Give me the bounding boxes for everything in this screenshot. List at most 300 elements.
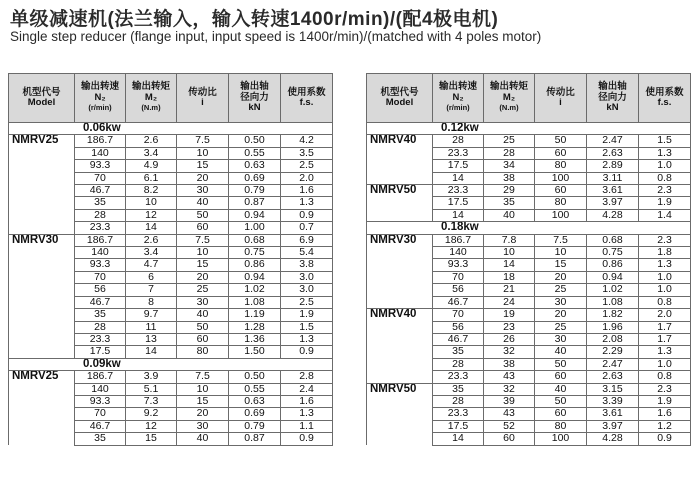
model-cell: NMRV25 bbox=[9, 371, 75, 445]
table-header-row bbox=[9, 74, 333, 123]
cell-output-speed: 186.7 bbox=[433, 234, 484, 246]
cell-service-factor: 3.0 bbox=[281, 284, 333, 296]
cell-service-factor: 1.3 bbox=[281, 333, 333, 345]
model-cell: NMRV40 bbox=[367, 135, 433, 185]
header-ratio-text: i bbox=[559, 97, 562, 108]
page-title-zh: 单级减速机(法兰输入，输入转速1400r/min)/(配4极电机) bbox=[10, 9, 499, 30]
cell-service-factor: 1.9 bbox=[639, 395, 691, 407]
cell-radial-force: 0.79 bbox=[229, 420, 281, 432]
power-row bbox=[9, 358, 333, 370]
header-output-speed-text: (r/min) bbox=[446, 103, 470, 113]
header-model-text: Model bbox=[27, 97, 56, 108]
cell-output-torque: 28 bbox=[484, 147, 535, 159]
spec-table-right bbox=[366, 73, 691, 446]
header-radial-force bbox=[229, 74, 281, 123]
cell-service-factor: 1.0 bbox=[639, 160, 691, 172]
cell-output-torque: 4.9 bbox=[126, 160, 177, 172]
cell-service-factor: 1.7 bbox=[639, 333, 691, 345]
cell-output-torque: 2.6 bbox=[126, 135, 177, 147]
cell-ratio: 30 bbox=[535, 333, 587, 345]
cell-radial-force: 1.82 bbox=[587, 309, 639, 321]
cell-service-factor: 1.0 bbox=[639, 284, 691, 296]
cell-ratio: 15 bbox=[177, 395, 229, 407]
cell-output-torque: 11 bbox=[126, 321, 177, 333]
table-row bbox=[367, 135, 691, 147]
cell-output-torque: 7.8 bbox=[484, 234, 535, 246]
cell-ratio: 10 bbox=[177, 383, 229, 395]
cell-output-torque: 24 bbox=[484, 296, 535, 308]
cell-radial-force: 1.19 bbox=[229, 309, 281, 321]
cell-output-torque: 7 bbox=[126, 284, 177, 296]
cell-ratio: 7.5 bbox=[535, 234, 587, 246]
cell-radial-force: 0.50 bbox=[229, 135, 281, 147]
cell-service-factor: 4.2 bbox=[281, 135, 333, 147]
header-service-factor-text: f.s. bbox=[657, 97, 672, 108]
cell-output-torque: 23 bbox=[484, 321, 535, 333]
cell-radial-force: 1.36 bbox=[229, 333, 281, 345]
cell-radial-force: 1.08 bbox=[587, 296, 639, 308]
cell-output-speed: 186.7 bbox=[75, 371, 126, 383]
cell-output-speed: 140 bbox=[75, 147, 126, 159]
cell-output-speed: 35 bbox=[433, 383, 484, 395]
cell-service-factor: 0.7 bbox=[281, 222, 333, 234]
header-model-text: 机型代号 bbox=[22, 86, 61, 98]
cell-radial-force: 0.69 bbox=[229, 408, 281, 420]
cell-ratio: 40 bbox=[177, 197, 229, 209]
cell-radial-force: 1.02 bbox=[587, 284, 639, 296]
cell-service-factor: 2.8 bbox=[281, 371, 333, 383]
cell-ratio: 80 bbox=[535, 197, 587, 209]
header-output-speed bbox=[75, 74, 126, 123]
cell-ratio: 100 bbox=[535, 172, 587, 184]
header-output-speed-text: (r/min) bbox=[88, 103, 112, 113]
cell-ratio: 20 bbox=[177, 408, 229, 420]
cell-ratio: 20 bbox=[535, 271, 587, 283]
cell-output-torque: 9.7 bbox=[126, 309, 177, 321]
header-model-text: Model bbox=[385, 97, 414, 108]
cell-ratio: 100 bbox=[535, 433, 587, 445]
cell-output-torque: 12 bbox=[126, 420, 177, 432]
cell-service-factor: 1.6 bbox=[281, 395, 333, 407]
cell-output-torque: 14 bbox=[126, 346, 177, 358]
cell-output-speed: 93.3 bbox=[75, 160, 126, 172]
cell-output-speed: 46.7 bbox=[75, 296, 126, 308]
cell-service-factor: 5.4 bbox=[281, 247, 333, 259]
cell-output-torque: 2.6 bbox=[126, 234, 177, 246]
cell-output-speed: 14 bbox=[433, 172, 484, 184]
cell-ratio: 30 bbox=[177, 185, 229, 197]
cell-output-torque: 15 bbox=[126, 433, 177, 445]
header-output-speed-text: N₂ bbox=[452, 91, 464, 103]
page-title-en: Single step reducer (flange input, input speed is 1400r/min)/(matched with 4 poles motor) bbox=[10, 29, 542, 44]
cell-ratio: 60 bbox=[535, 408, 587, 420]
cell-output-torque: 3.4 bbox=[126, 247, 177, 259]
cell-radial-force: 3.15 bbox=[587, 383, 639, 395]
cell-output-speed: 70 bbox=[75, 172, 126, 184]
header-output-torque-text: 输出转矩 bbox=[131, 81, 170, 93]
cell-output-torque: 35 bbox=[484, 197, 535, 209]
cell-output-torque: 14 bbox=[126, 222, 177, 234]
cell-ratio: 60 bbox=[535, 147, 587, 159]
cell-output-speed: 17.5 bbox=[433, 420, 484, 432]
power-row bbox=[9, 123, 333, 135]
cell-service-factor: 2.5 bbox=[281, 160, 333, 172]
cell-ratio: 15 bbox=[177, 259, 229, 271]
cell-service-factor: 0.9 bbox=[281, 433, 333, 445]
cell-output-speed: 28 bbox=[75, 209, 126, 221]
header-ratio bbox=[177, 74, 229, 123]
header-radial-force-text: kN bbox=[248, 102, 261, 114]
cell-output-torque: 10 bbox=[126, 197, 177, 209]
cell-service-factor: 1.0 bbox=[639, 271, 691, 283]
cell-output-torque: 6 bbox=[126, 271, 177, 283]
cell-service-factor: 3.8 bbox=[281, 259, 333, 271]
cell-output-speed: 17.5 bbox=[75, 346, 126, 358]
cell-radial-force: 1.02 bbox=[229, 284, 281, 296]
cell-output-torque: 7.3 bbox=[126, 395, 177, 407]
cell-output-speed: 70 bbox=[75, 271, 126, 283]
cell-output-speed: 17.5 bbox=[433, 160, 484, 172]
cell-output-torque: 39 bbox=[484, 395, 535, 407]
cell-output-torque: 8 bbox=[126, 296, 177, 308]
cell-ratio: 50 bbox=[177, 321, 229, 333]
cell-output-speed: 56 bbox=[433, 284, 484, 296]
cell-service-factor: 1.8 bbox=[639, 247, 691, 259]
header-radial-force-text: 输出轴 bbox=[598, 81, 627, 93]
cell-output-speed: 70 bbox=[433, 309, 484, 321]
cell-radial-force: 3.11 bbox=[587, 172, 639, 184]
table-row bbox=[367, 309, 691, 321]
header-ratio-text: i bbox=[201, 97, 204, 108]
cell-radial-force: 0.68 bbox=[587, 234, 639, 246]
cell-service-factor: 1.4 bbox=[639, 209, 691, 221]
cell-output-torque: 32 bbox=[484, 383, 535, 395]
cell-radial-force: 0.50 bbox=[229, 371, 281, 383]
cell-output-speed: 14 bbox=[433, 209, 484, 221]
cell-service-factor: 1.3 bbox=[281, 197, 333, 209]
cell-ratio: 25 bbox=[535, 284, 587, 296]
cell-ratio: 10 bbox=[177, 247, 229, 259]
cell-output-torque: 32 bbox=[484, 346, 535, 358]
model-cell: NMRV50 bbox=[367, 383, 433, 445]
cell-service-factor: 1.5 bbox=[281, 321, 333, 333]
cell-ratio: 15 bbox=[177, 160, 229, 172]
cell-output-speed: 93.3 bbox=[433, 259, 484, 271]
cell-radial-force: 0.87 bbox=[229, 433, 281, 445]
cell-service-factor: 2.5 bbox=[281, 296, 333, 308]
cell-ratio: 7.5 bbox=[177, 234, 229, 246]
cell-output-speed: 23.3 bbox=[433, 408, 484, 420]
cell-ratio: 25 bbox=[177, 284, 229, 296]
cell-output-speed: 35 bbox=[433, 346, 484, 358]
cell-service-factor: 2.3 bbox=[639, 234, 691, 246]
cell-ratio: 20 bbox=[535, 309, 587, 321]
header-radial-force-text: 径向力 bbox=[598, 91, 627, 103]
cell-service-factor: 6.9 bbox=[281, 234, 333, 246]
cell-output-torque: 10 bbox=[484, 247, 535, 259]
cell-output-torque: 25 bbox=[484, 135, 535, 147]
header-model bbox=[9, 74, 75, 123]
table-row bbox=[367, 234, 691, 246]
cell-service-factor: 0.8 bbox=[639, 172, 691, 184]
cell-output-speed: 28 bbox=[75, 321, 126, 333]
cell-radial-force: 1.96 bbox=[587, 321, 639, 333]
header-ratio bbox=[535, 74, 587, 123]
cell-output-speed: 56 bbox=[433, 321, 484, 333]
power-label: 0.06kw bbox=[9, 123, 333, 135]
header-output-torque-text: (N.m) bbox=[141, 103, 161, 113]
cell-radial-force: 0.69 bbox=[229, 172, 281, 184]
cell-service-factor: 1.2 bbox=[639, 420, 691, 432]
cell-output-speed: 93.3 bbox=[75, 259, 126, 271]
header-radial-force bbox=[587, 74, 639, 123]
model-cell: NMRV30 bbox=[367, 234, 433, 308]
cell-radial-force: 2.08 bbox=[587, 333, 639, 345]
cell-output-speed: 23.3 bbox=[433, 185, 484, 197]
cell-radial-force: 0.55 bbox=[229, 147, 281, 159]
power-row bbox=[367, 123, 691, 135]
header-output-speed-text: 输出转速 bbox=[80, 81, 119, 93]
cell-output-speed: 23.3 bbox=[433, 371, 484, 383]
cell-service-factor: 1.5 bbox=[639, 135, 691, 147]
cell-output-speed: 93.3 bbox=[75, 395, 126, 407]
table-row bbox=[367, 185, 691, 197]
cell-output-speed: 140 bbox=[75, 383, 126, 395]
header-output-speed bbox=[433, 74, 484, 123]
model-cell: NMRV50 bbox=[367, 185, 433, 222]
cell-output-torque: 3.9 bbox=[126, 371, 177, 383]
model-cell: NMRV30 bbox=[9, 234, 75, 358]
cell-radial-force: 0.86 bbox=[587, 259, 639, 271]
header-ratio-text: 传动比 bbox=[188, 86, 217, 98]
cell-ratio: 25 bbox=[535, 321, 587, 333]
cell-radial-force: 1.28 bbox=[229, 321, 281, 333]
table-body bbox=[9, 123, 333, 446]
cell-output-torque: 40 bbox=[484, 209, 535, 221]
cell-ratio: 60 bbox=[535, 371, 587, 383]
header-service-factor bbox=[639, 74, 691, 123]
cell-ratio: 60 bbox=[177, 222, 229, 234]
power-label: 0.09kw bbox=[9, 358, 333, 370]
cell-service-factor: 0.8 bbox=[639, 371, 691, 383]
cell-ratio: 40 bbox=[177, 309, 229, 321]
cell-ratio: 80 bbox=[535, 160, 587, 172]
spec-table-left bbox=[8, 73, 333, 446]
cell-radial-force: 0.63 bbox=[229, 160, 281, 172]
cell-radial-force: 1.08 bbox=[229, 296, 281, 308]
cell-output-torque: 9.2 bbox=[126, 408, 177, 420]
cell-output-torque: 3.4 bbox=[126, 147, 177, 159]
cell-output-speed: 23.3 bbox=[75, 222, 126, 234]
cell-radial-force: 0.79 bbox=[229, 185, 281, 197]
cell-output-speed: 14 bbox=[433, 433, 484, 445]
cell-service-factor: 1.6 bbox=[281, 185, 333, 197]
cell-service-factor: 2.3 bbox=[639, 383, 691, 395]
cell-radial-force: 2.47 bbox=[587, 358, 639, 370]
cell-radial-force: 0.86 bbox=[229, 259, 281, 271]
cell-radial-force: 1.00 bbox=[229, 222, 281, 234]
header-radial-force-text: kN bbox=[606, 102, 619, 114]
cell-ratio: 40 bbox=[535, 346, 587, 358]
cell-output-torque: 4.7 bbox=[126, 259, 177, 271]
cell-radial-force: 3.61 bbox=[587, 185, 639, 197]
cell-radial-force: 3.97 bbox=[587, 420, 639, 432]
cell-output-torque: 18 bbox=[484, 271, 535, 283]
cell-output-speed: 46.7 bbox=[75, 420, 126, 432]
cell-output-torque: 34 bbox=[484, 160, 535, 172]
cell-service-factor: 2.0 bbox=[281, 172, 333, 184]
cell-output-speed: 186.7 bbox=[75, 135, 126, 147]
header-output-torque-text: M₂ bbox=[144, 91, 158, 103]
cell-ratio: 10 bbox=[177, 147, 229, 159]
cell-output-torque: 43 bbox=[484, 371, 535, 383]
cell-radial-force: 4.28 bbox=[587, 209, 639, 221]
cell-output-speed: 17.5 bbox=[433, 197, 484, 209]
cell-service-factor: 1.3 bbox=[281, 408, 333, 420]
cell-radial-force: 3.97 bbox=[587, 197, 639, 209]
table-body bbox=[367, 123, 691, 446]
cell-radial-force: 0.94 bbox=[587, 271, 639, 283]
cell-ratio: 80 bbox=[535, 420, 587, 432]
cell-service-factor: 0.8 bbox=[639, 296, 691, 308]
cell-service-factor: 1.6 bbox=[639, 408, 691, 420]
cell-output-speed: 28 bbox=[433, 358, 484, 370]
cell-ratio: 80 bbox=[177, 346, 229, 358]
header-service-factor-text: 使用系数 bbox=[645, 86, 684, 98]
cell-ratio: 30 bbox=[535, 296, 587, 308]
cell-radial-force: 2.63 bbox=[587, 371, 639, 383]
cell-output-speed: 56 bbox=[75, 284, 126, 296]
table-row bbox=[9, 371, 333, 383]
cell-radial-force: 0.75 bbox=[229, 247, 281, 259]
cell-service-factor: 2.0 bbox=[639, 309, 691, 321]
cell-radial-force: 2.47 bbox=[587, 135, 639, 147]
cell-output-torque: 5.1 bbox=[126, 383, 177, 395]
cell-ratio: 50 bbox=[177, 209, 229, 221]
cell-output-speed: 28 bbox=[433, 395, 484, 407]
cell-output-speed: 70 bbox=[75, 408, 126, 420]
cell-radial-force: 3.61 bbox=[587, 408, 639, 420]
header-service-factor-text: f.s. bbox=[299, 97, 314, 108]
cell-service-factor: 3.5 bbox=[281, 147, 333, 159]
cell-radial-force: 0.63 bbox=[229, 395, 281, 407]
cell-radial-force: 2.63 bbox=[587, 147, 639, 159]
model-cell: NMRV25 bbox=[9, 135, 75, 234]
cell-service-factor: 1.3 bbox=[639, 346, 691, 358]
power-label: 0.18kw bbox=[367, 222, 691, 234]
cell-radial-force: 0.87 bbox=[229, 197, 281, 209]
cell-output-torque: 26 bbox=[484, 333, 535, 345]
cell-service-factor: 1.1 bbox=[281, 420, 333, 432]
cell-output-speed: 186.7 bbox=[75, 234, 126, 246]
header-output-torque-text: M₂ bbox=[502, 91, 516, 103]
cell-radial-force: 0.55 bbox=[229, 383, 281, 395]
cell-ratio: 30 bbox=[177, 296, 229, 308]
cell-radial-force: 0.68 bbox=[229, 234, 281, 246]
cell-ratio: 50 bbox=[535, 358, 587, 370]
cell-service-factor: 1.7 bbox=[639, 321, 691, 333]
cell-output-torque: 29 bbox=[484, 185, 535, 197]
header-output-torque bbox=[484, 74, 535, 123]
cell-output-torque: 38 bbox=[484, 172, 535, 184]
power-row bbox=[367, 222, 691, 234]
power-label: 0.12kw bbox=[367, 123, 691, 135]
cell-output-speed: 46.7 bbox=[433, 296, 484, 308]
cell-ratio: 7.5 bbox=[177, 371, 229, 383]
header-radial-force-text: 输出轴 bbox=[240, 81, 269, 93]
cell-ratio: 10 bbox=[535, 247, 587, 259]
cell-output-speed: 140 bbox=[433, 247, 484, 259]
cell-service-factor: 0.9 bbox=[281, 209, 333, 221]
cell-ratio: 20 bbox=[177, 172, 229, 184]
cell-output-speed: 70 bbox=[433, 271, 484, 283]
cell-ratio: 40 bbox=[177, 433, 229, 445]
cell-output-speed: 35 bbox=[75, 197, 126, 209]
cell-radial-force: 0.75 bbox=[587, 247, 639, 259]
cell-ratio: 40 bbox=[535, 383, 587, 395]
cell-radial-force: 4.28 bbox=[587, 433, 639, 445]
header-output-torque-text: (N.m) bbox=[499, 103, 519, 113]
cell-ratio: 30 bbox=[177, 420, 229, 432]
cell-radial-force: 2.29 bbox=[587, 346, 639, 358]
model-cell: NMRV40 bbox=[367, 309, 433, 383]
cell-output-torque: 21 bbox=[484, 284, 535, 296]
header-radial-force-text: 径向力 bbox=[240, 91, 269, 103]
header-output-torque-text: 输出转矩 bbox=[489, 81, 528, 93]
cell-output-torque: 19 bbox=[484, 309, 535, 321]
cell-ratio: 20 bbox=[177, 271, 229, 283]
cell-output-speed: 35 bbox=[75, 309, 126, 321]
cell-output-torque: 43 bbox=[484, 408, 535, 420]
cell-ratio: 15 bbox=[535, 259, 587, 271]
cell-output-speed: 28 bbox=[433, 135, 484, 147]
header-output-speed-text: 输出转速 bbox=[438, 81, 477, 93]
cell-radial-force: 0.94 bbox=[229, 271, 281, 283]
header-output-speed-text: N₂ bbox=[94, 91, 106, 103]
cell-service-factor: 3.0 bbox=[281, 271, 333, 283]
header-model bbox=[367, 74, 433, 123]
cell-radial-force: 2.89 bbox=[587, 160, 639, 172]
cell-ratio: 60 bbox=[535, 185, 587, 197]
table-row bbox=[9, 135, 333, 147]
header-model-text: 机型代号 bbox=[380, 86, 419, 98]
cell-service-factor: 1.3 bbox=[639, 259, 691, 271]
header-service-factor-text: 使用系数 bbox=[287, 86, 326, 98]
cell-output-torque: 13 bbox=[126, 333, 177, 345]
cell-service-factor: 2.4 bbox=[281, 383, 333, 395]
cell-radial-force: 1.50 bbox=[229, 346, 281, 358]
cell-radial-force: 0.94 bbox=[229, 209, 281, 221]
cell-ratio: 7.5 bbox=[177, 135, 229, 147]
cell-radial-force: 3.39 bbox=[587, 395, 639, 407]
header-output-torque bbox=[126, 74, 177, 123]
cell-output-torque: 6.1 bbox=[126, 172, 177, 184]
cell-service-factor: 1.9 bbox=[281, 309, 333, 321]
cell-output-speed: 23.3 bbox=[433, 147, 484, 159]
table-row bbox=[367, 383, 691, 395]
cell-service-factor: 0.9 bbox=[639, 433, 691, 445]
cell-output-torque: 14 bbox=[484, 259, 535, 271]
cell-output-torque: 60 bbox=[484, 433, 535, 445]
cell-output-torque: 8.2 bbox=[126, 185, 177, 197]
cell-service-factor: 1.9 bbox=[639, 197, 691, 209]
cell-output-speed: 46.7 bbox=[75, 185, 126, 197]
table-row bbox=[9, 234, 333, 246]
header-service-factor bbox=[281, 74, 333, 123]
cell-service-factor: 0.9 bbox=[281, 346, 333, 358]
cell-output-torque: 38 bbox=[484, 358, 535, 370]
cell-ratio: 50 bbox=[535, 395, 587, 407]
